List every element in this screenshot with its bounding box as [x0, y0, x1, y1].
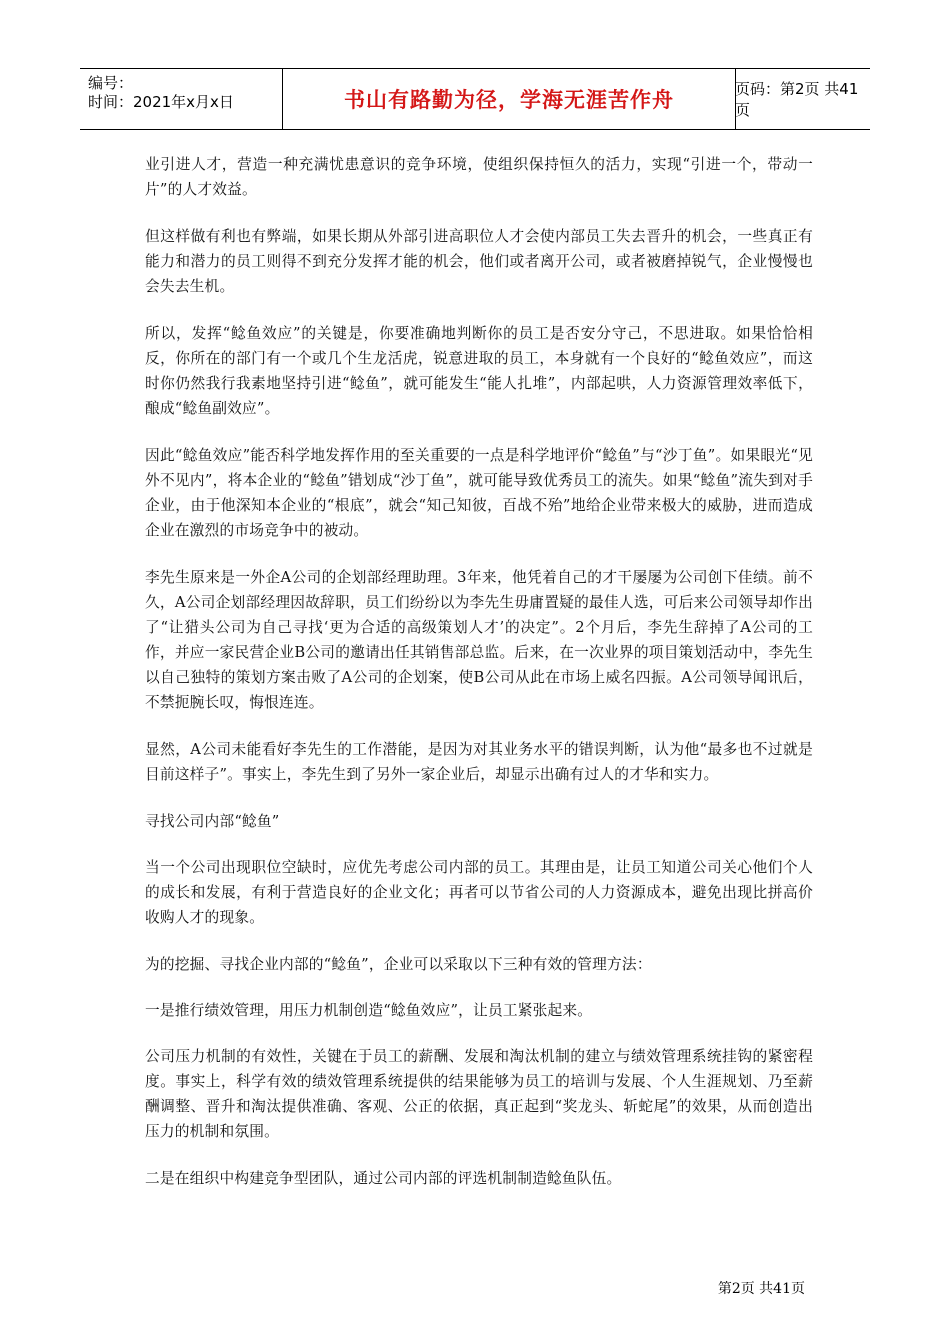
- paragraph: 业引进人才，营造一种充满忧患意识的竞争环境，使组织保持恒久的活力，实现“引进一个，带动一片”的人才效益。: [145, 156, 813, 198]
- paragraph: 显然，A公司未能看好李先生的工作潜能，是因为对其业务水平的错误判断，认为他“最多也不过就是目前这样子”。事实上，李先生到了另外一家企业后，却显示出确有过人的才华和实力。: [145, 741, 813, 783]
- paragraph: 为的挖掘、寻找企业内部的“鲶鱼”，企业可以采取以下三种有效的管理方法：: [145, 956, 652, 973]
- paragraph: 李先生原来是一外企A公司的企划部经理助理。3年来，他凭着自己的才干屡屡为公司创下佳绩。前不久，A公司企划部经理因故辞职，员工们纷纷以为李先生毋庸置疑的最佳人选，可后来公司领导却作出了“让猎头公司为自己寻找‘更为合适的高级策划人才’的决定”。2个月后，李先生辞掉了A公司的工作，并应一家民营企业B公司的邀请出任其销售部总监。后来，在一次业界的项目策划活动中，李先生以自己独特的策划方案击败了A公司的企划案，使B公司从此在市场上威名四振。A公司领导闻讯后，不禁扼腕长叹，悔恨连连。: [145, 569, 813, 711]
- paragraph: 一是推行绩效管理，用压力机制创造“鲶鱼效应”，让员工紧张起来。: [145, 1002, 593, 1019]
- section-heading: 寻找公司内部“鲶鱼”: [145, 813, 280, 830]
- page-header: [80, 68, 870, 130]
- paragraph: 所以，发挥“鲶鱼效应”的关键是，你要准确地判断你的员工是否安分守己，不思进取。如果恰恰相反，你所在的部门有一个或几个生龙活虎，锐意进取的员工，本身就有一个良好的“鲶鱼效应”，而这时你仍然我行我素地坚持引进“鲶鱼”，就可能发生“能人扎堆”，内部起哄，人力资源管理效率低下，酿成“鲶鱼副效应”。: [145, 325, 813, 417]
- header-page-code: 页码：第2页 共41页: [735, 80, 859, 119]
- document-time-label: 时间：2021年x月x日: [88, 93, 234, 111]
- paragraph: 公司压力机制的有效性，关键在于员工的薪酬、发展和淘汰机制的建立与绩效管理系统挂钩的紧密程度。事实上，科学有效的绩效管理系统提供的结果能够为员工的培训与发展、个人生涯规划、乃至薪酬调整、晋升和淘汰提供准确、客观、公正的依据，真正起到“奖龙头、斩蛇尾”的效果，从而创造出压力的机制和氛围。: [145, 1048, 813, 1140]
- paragraph: 但这样做有利也有弊端，如果长期从外部引进高职位人才会使内部员工失去晋升的机会，一些真正有能力和潜力的员工则得不到充分发挥才能的机会，他们或者离开公司，或者被磨掉锐气，企业慢慢也会失去生机。: [145, 228, 813, 295]
- paragraph: 二是在组织中构建竞争型团队，通过公司内部的评选机制制造鲶鱼队伍。: [145, 1170, 622, 1187]
- paragraph: 因此“鲶鱼效应”能否科学地发挥作用的至关重要的一点是科学地评价“鲶鱼”与“沙丁鱼”。如果眼光“见外不见内”，将本企业的“鲶鱼”错划成“沙丁鱼”，就可能导致优秀员工的流失。如果“鲶鱼”流失到对手企业，由于他深知本企业的“根底”，就会“知己知彼，百战不殆”地给企业带来极大的威胁，进而造成企业在激烈的市场竞争中的被动。: [145, 447, 813, 539]
- page-footer: 第2页 共41页: [717, 1281, 805, 1297]
- body-content: [145, 152, 813, 1212]
- header-motto: 书山有路勤为径，学海无涯苦作舟: [344, 88, 674, 112]
- document-number-label: 编号：: [88, 74, 134, 92]
- header-page-cell: [735, 69, 870, 129]
- header-motto-cell: [282, 69, 736, 129]
- header-meta-cell: [80, 69, 282, 129]
- paragraph: 当一个公司出现职位空缺时，应优先考虑公司内部的员工。其理由是，让员工知道公司关心他们个人的成长和发展，有利于营造良好的企业文化；再者可以节省公司的人力资源成本，避免出现比拼高价收购人才的现象。: [145, 859, 813, 926]
